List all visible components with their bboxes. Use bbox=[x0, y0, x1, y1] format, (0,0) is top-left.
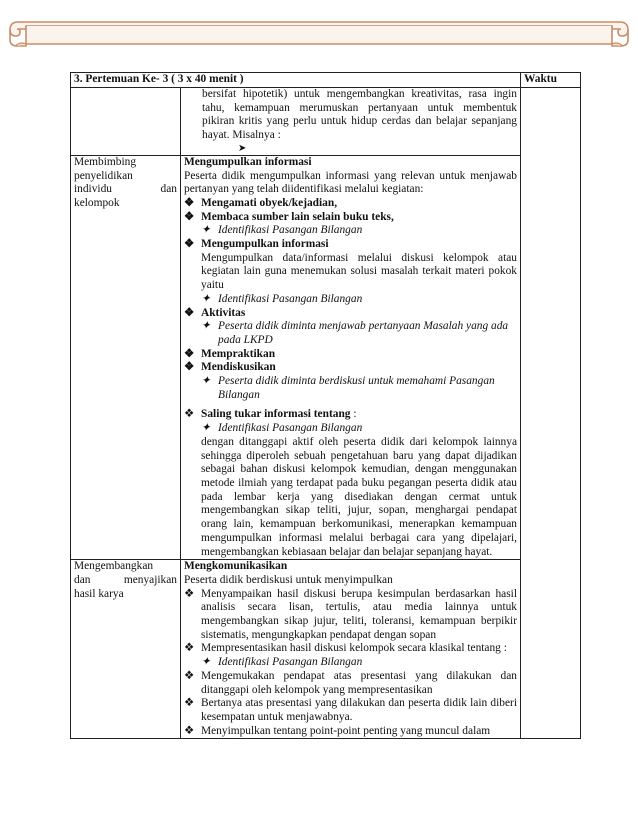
bullet-text: Mendiskusikan bbox=[201, 361, 276, 374]
star-bullet-icon: ✦ bbox=[201, 422, 211, 435]
bullet-text: Membaca sumber lain selain buku teks, bbox=[201, 210, 394, 223]
diamond-bullet-icon: ❖ bbox=[184, 697, 195, 710]
table-row bbox=[71, 88, 581, 156]
bullet-colon: : bbox=[350, 408, 357, 421]
bullet-text: Mempraktikan bbox=[201, 347, 276, 360]
label-line: penyelidikan bbox=[74, 169, 133, 182]
sub-bullet-item bbox=[184, 320, 517, 347]
diamond-bullet-icon: ❖ bbox=[184, 642, 195, 655]
diamond-bullet-icon: ❖ bbox=[184, 408, 195, 421]
bullet-text: Mempresentasikan hasil diskusi kelompok secara klasikal tentang : bbox=[201, 642, 507, 655]
star-bullet-icon: ✦ bbox=[201, 320, 211, 333]
bullet-item bbox=[184, 697, 517, 724]
diamond-bullet-icon: ❖ bbox=[184, 724, 195, 737]
label-line: Mengembangkan bbox=[74, 560, 154, 573]
bullet-text: Identifikasi Pasangan Bilangan bbox=[218, 422, 363, 435]
bullet-text: dengan ditanggapi aktif oleh peserta didik dari kelompok lainnya sehingga diperoleh sebuah pengetahuan baru yang dapat dijadikan sebagai bahan diskusi kelompok kemudian, dengan menggunakan metode ilmiah yang terdapat pada buku pegangan peserta didik atau pada lembar kerja yang disediakan dengan cermat untuk mengembangkan sikap teliti, jujur, sopan, menghargai pendapat orang lain, kemampuan berkomunikasi, menerapkan kemampuan mengumpulkan informasi melalui berbagai cara yang dipelajari, mengembangkan kebiasaan belajar dan belajar sepanjang hayat. bbox=[201, 435, 517, 558]
sub-bullet-item bbox=[184, 375, 517, 402]
label-word: individu bbox=[74, 183, 112, 196]
diamond-bullet-icon: ❖ bbox=[184, 347, 195, 360]
arrow-marker-icon: ➤ bbox=[238, 142, 247, 154]
star-bullet-icon: ✦ bbox=[201, 656, 211, 669]
bullet-item bbox=[184, 725, 517, 739]
sub-bullet-item bbox=[184, 422, 517, 436]
label-line bbox=[74, 574, 177, 588]
star-bullet-icon: ✦ bbox=[201, 224, 211, 237]
bullet-text: Menyimpulkan tentang point-point penting yang muncul dalam bbox=[201, 724, 491, 737]
bullet-text: Peserta didik diminta berdiskusi untuk memahami Pasangan Bilangan bbox=[218, 375, 495, 401]
bullet-text: Mengamati obyek/kejadian, bbox=[201, 196, 338, 209]
bullet-body bbox=[184, 436, 517, 559]
waktu-cell bbox=[521, 88, 581, 739]
star-bullet-icon: ✦ bbox=[201, 375, 211, 388]
bullet-text: Identifikasi Pasangan Bilangan bbox=[218, 656, 363, 669]
diamond-bullet-icon: ❖ bbox=[184, 669, 195, 682]
activity-label-cell bbox=[71, 88, 181, 156]
bullet-item bbox=[184, 307, 517, 321]
bullet-item bbox=[184, 348, 517, 362]
bullet-text: Identifikasi Pasangan Bilangan bbox=[218, 292, 363, 305]
sub-bullet-item bbox=[184, 293, 517, 307]
diamond-bullet-icon: ❖ bbox=[184, 587, 195, 600]
diamond-bullet-icon: ❖ bbox=[184, 210, 195, 223]
bullet-text: Peserta didik diminta menjawab pertanyaan Masalah yang ada pada LKPD bbox=[218, 320, 509, 346]
sub-bullet-item bbox=[184, 224, 517, 238]
decorative-scroll-banner bbox=[4, 16, 634, 50]
continuation-text: bersifat hipotetik) untuk mengembangkan kreativitas, rasa ingin tahu, kemampuan merumuskan pertanyaan untuk membentuk pikiran kritis yang perlu untuk hidup cerdas dan belajar sepanjang hayat. Misalnya : bbox=[202, 88, 517, 142]
bullet-text: Identifikasi Pasangan Bilangan bbox=[218, 224, 363, 237]
bullet-item bbox=[184, 361, 517, 375]
diamond-bullet-icon: ❖ bbox=[184, 196, 195, 209]
bullet-text: Menyampaikan hasil diskusi berupa kesimpulan berdasarkan hasil analisis secara lisan, tertulis, atau media lainnya untuk mengembangkan sikap jujur, teliti, toleransi, kemampuan berpikir sistematis, mengungkapkan pendapat dengan sopan bbox=[201, 587, 517, 641]
bullet-text: Mengumpulkan informasi bbox=[201, 238, 329, 251]
lesson-plan-table bbox=[70, 72, 581, 739]
bullet-text: Aktivitas bbox=[201, 306, 246, 319]
label-word: menyajikan bbox=[123, 573, 177, 586]
bullet-item bbox=[184, 211, 517, 225]
section-heading: Mengkomunikasikan bbox=[184, 560, 288, 573]
label-line bbox=[74, 183, 177, 197]
bullet-text: Saling tukar informasi tentang bbox=[201, 408, 351, 421]
waktu-header: Waktu bbox=[521, 73, 581, 88]
bullet-text: Bertanya atas presentasi yang dilakukan dan peserta didik lain diberi kesempatan untuk menjawabnya. bbox=[201, 697, 517, 723]
label-line: Membimbing bbox=[74, 155, 137, 168]
activity-description-cell bbox=[181, 155, 521, 559]
activity-label-cell bbox=[71, 560, 181, 739]
intro-text: Peserta didik berdiskusi untuk menyimpulkan bbox=[184, 573, 393, 586]
label-word: dan bbox=[74, 573, 91, 586]
bullet-item bbox=[184, 670, 517, 697]
activity-description-cell bbox=[181, 88, 521, 156]
bullet-text: Mengumpulkan data/informasi melalui diskusi kelompok atau kegiatan lain guna menemukan solusi masalah terkait materi pokok yaitu bbox=[201, 251, 517, 292]
label-word: dan bbox=[160, 183, 177, 196]
bullet-item bbox=[184, 197, 517, 211]
star-bullet-icon: ✦ bbox=[201, 292, 211, 305]
diamond-bullet-icon: ❖ bbox=[184, 361, 195, 374]
bullet-item bbox=[184, 588, 517, 643]
bullet-body bbox=[184, 252, 517, 293]
activity-label-cell bbox=[71, 155, 181, 559]
meeting-title: 3. Pertemuan Ke- 3 ( 3 x 40 menit ) bbox=[71, 73, 521, 88]
section-heading: Mengumpulkan informasi bbox=[184, 155, 312, 168]
label-line: hasil karya bbox=[74, 587, 124, 600]
table-header-row bbox=[71, 73, 581, 88]
intro-text: Peserta didik mengumpulkan informasi yang relevan untuk menjawab pertanyan yang telah diidentifikasi melalui kegiatan: bbox=[184, 169, 517, 196]
bullet-text: Mengemukakan pendapat atas presentasi yang dilakukan dan ditanggapi oleh kelompok yang mempresentasikan bbox=[201, 669, 517, 696]
sub-bullet-item bbox=[184, 656, 517, 670]
bullet-item bbox=[184, 408, 517, 422]
table-row bbox=[71, 155, 581, 559]
diamond-bullet-icon: ❖ bbox=[184, 238, 195, 251]
label-line: kelompok bbox=[74, 196, 120, 209]
diamond-bullet-icon: ❖ bbox=[184, 306, 195, 319]
bullet-item bbox=[184, 642, 517, 656]
table-row bbox=[71, 560, 581, 739]
bullet-item bbox=[184, 238, 517, 252]
activity-description-cell bbox=[181, 560, 521, 739]
